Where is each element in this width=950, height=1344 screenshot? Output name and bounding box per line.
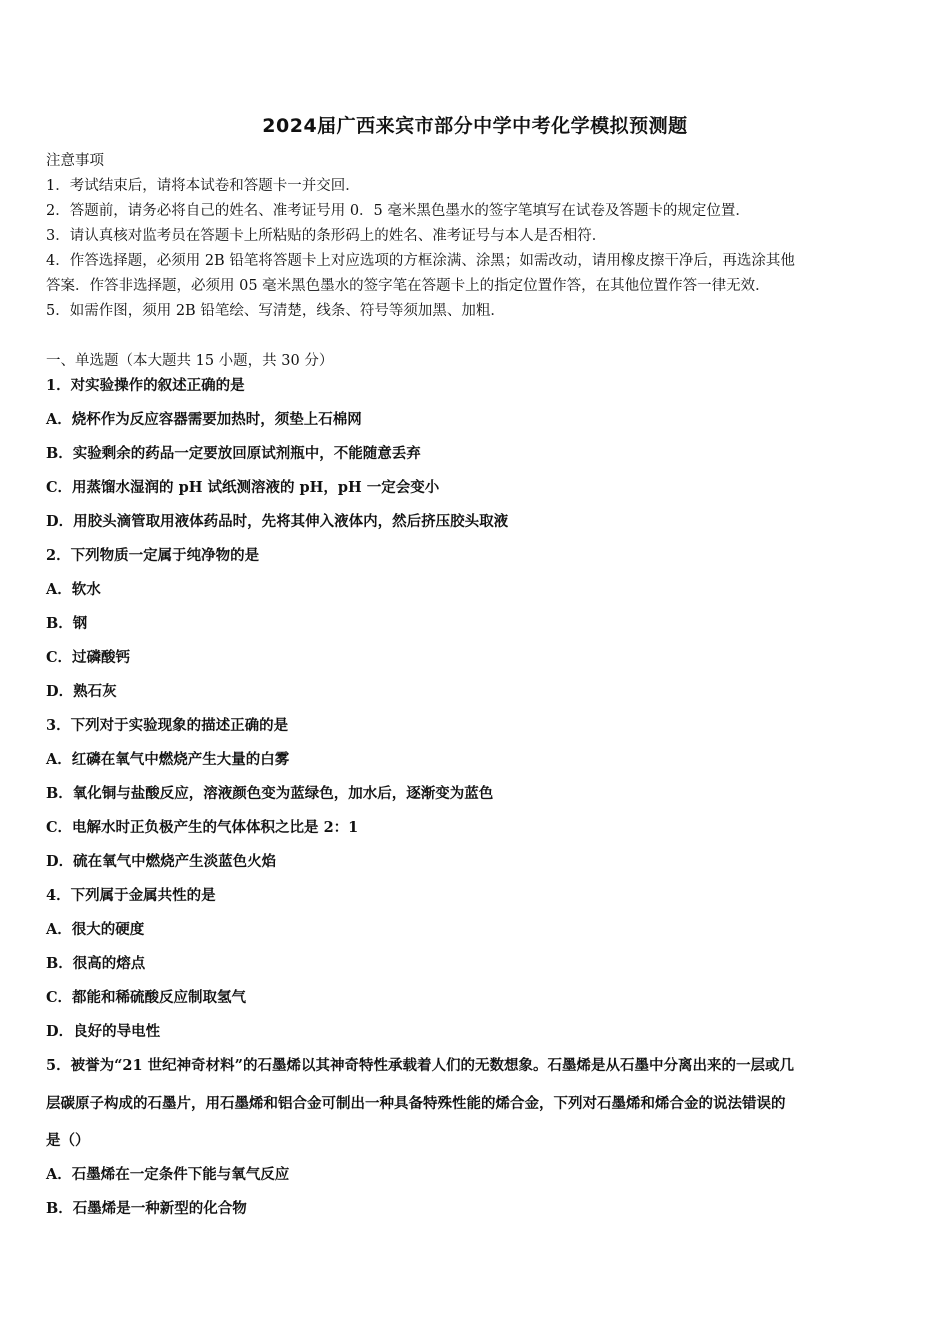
question-5-stem: 是（） [46,1132,90,1149]
question-5-stem: 5．被誉为“21 世纪神奇材料”的石墨烯以其神奇特性承载着人们的无数想象。石墨烯是从石墨中分离出来的一层或几 [46,1057,794,1074]
notice-item: 答案．作答非选择题，必须用 05 毫米黑色墨水的签字笔在答题卡上的指定位置作答，在其他位置作答一律无效． [46,278,770,294]
question-5-option-b: B．石墨烯是一种新型的化合物 [46,1200,247,1217]
notice-item: 2．答题前，请务必将自己的姓名、准考证号用 0．5 毫米黑色墨水的签字笔填写在试卷及答题卡的规定位置． [46,203,750,219]
notice-item: 3．请认真核对监考员在答题卡上所粘贴的条形码上的姓名、准考证号与本人是否相符． [46,228,607,244]
page-title: 2024届广西来宾市部分中学中考化学模拟预测题 [262,115,688,137]
question-3-option-a: A．红磷在氧气中燃烧产生大量的白雾 [46,751,290,768]
question-5-option-a: A．石墨烯在一定条件下能与氧气反应 [46,1166,290,1183]
question-1-option-c: C．用蒸馏水湿润的 pH 试纸测溶液的 pH，pH 一定会变小 [46,479,440,496]
question-4-stem: 4．下列属于金属共性的是 [46,887,216,904]
question-1-option-a: A．烧杯作为反应容器需要加热时，须垫上石棉网 [46,411,362,428]
question-4-option-b: B．很高的熔点 [46,955,146,972]
question-2-option-c: C．过磷酸钙 [46,649,131,666]
question-3-option-c: C．电解水时正负极产生的气体体积之比是 2：1 [46,819,359,836]
question-3-option-b: B．氧化铜与盐酸反应，溶液颜色变为蓝绿色，加水后，逐渐变为蓝色 [46,785,494,802]
question-5-stem: 层碳原子构成的石墨片，用石墨烯和铝合金可制出一种具备特殊性能的烯合金，下列对石墨烯和烯合金的说法错误的 [46,1095,786,1112]
question-1-option-b: B．实验剩余的药品一定要放回原试剂瓶中，不能随意丢弃 [46,445,421,462]
question-3-option-d: D．硫在氧气中燃烧产生淡蓝色火焰 [46,853,277,870]
question-1-stem: 1．对实验操作的叙述正确的是 [46,377,245,394]
question-2-option-b: B．钢 [46,615,88,632]
notice-item: 1．考试结束后，请将本试卷和答题卡一并交回． [46,178,360,194]
notice-heading: 注意事项 [46,153,104,169]
notice-item: 5．如需作图，须用 2B 铅笔绘、写清楚，线条、符号等须加黑、加粗． [46,303,505,319]
question-1-option-d: D．用胶头滴管取用液体药品时，先将其伸入液体内，然后挤压胶头取液 [46,513,509,530]
question-4-option-d: D．良好的导电性 [46,1023,161,1040]
section-heading: 一、单选题（本大题共 15 小题，共 30 分） [46,353,334,369]
question-2-stem: 2．下列物质一定属于纯净物的是 [46,547,260,564]
notice-item: 4．作答选择题，必须用 2B 铅笔将答题卡上对应选项的方框涂满、涂黑；如需改动，请用橡皮擦干净后，再选涂其他 [46,253,795,269]
question-4-option-a: A．很大的硬度 [46,921,145,938]
question-3-stem: 3．下列对于实验现象的描述正确的是 [46,717,289,734]
question-2-option-d: D．熟石灰 [46,683,117,700]
question-4-option-c: C．都能和稀硫酸反应制取氢气 [46,989,247,1006]
question-2-option-a: A．软水 [46,581,101,598]
